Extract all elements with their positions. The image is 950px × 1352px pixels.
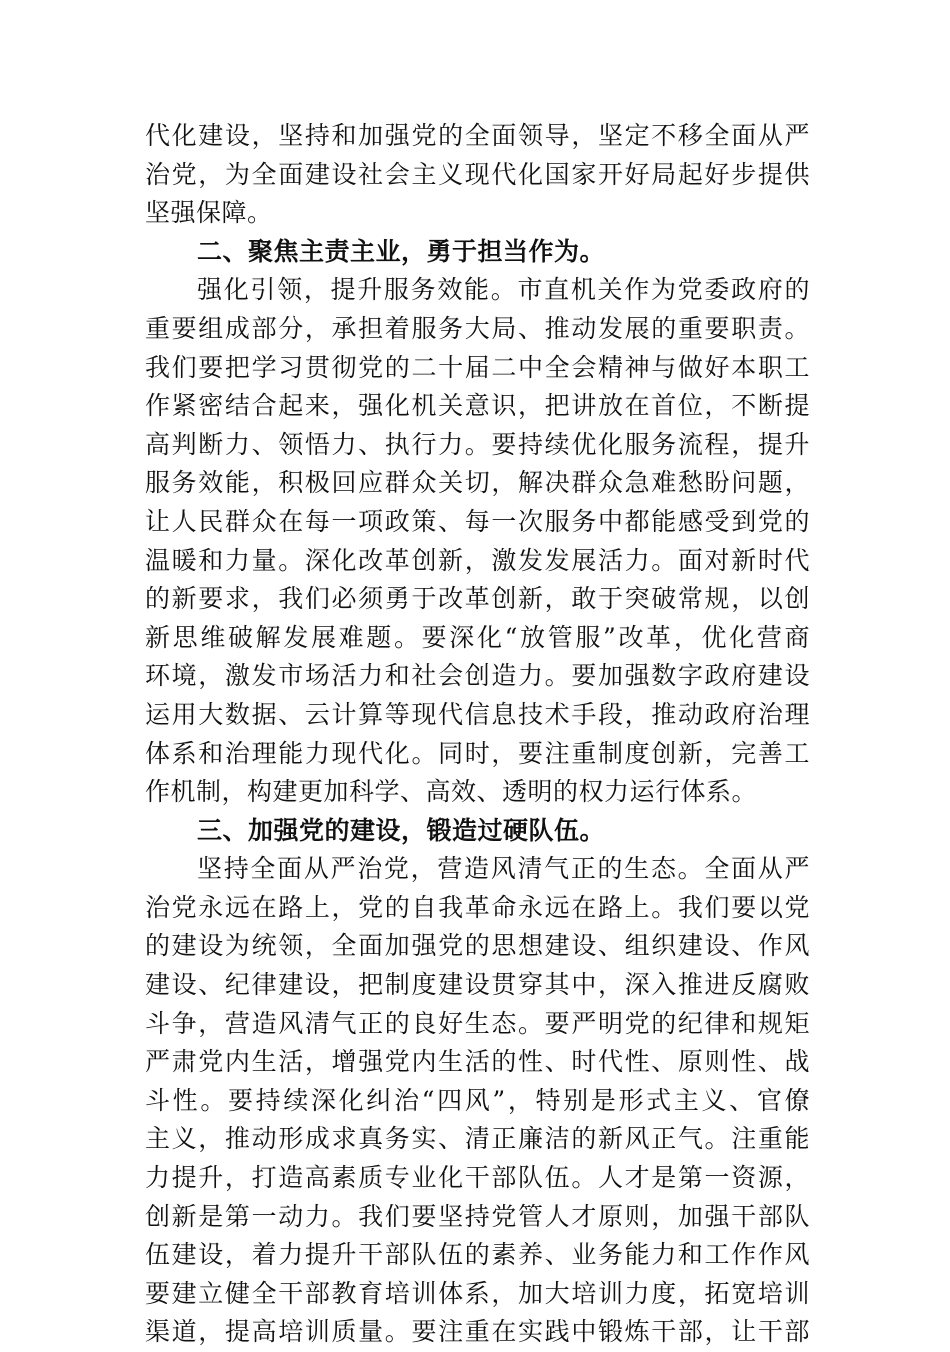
body-line: 渠道，提高培训质量。要注重在实践中锻炼干部，让干部 [145, 1317, 810, 1347]
body-line: 作紧密结合起来，强化机关意识，把讲放在首位，不断提 [145, 391, 810, 421]
body-line: 治党，为全面建设社会主义现代化国家开好局起好步提供 [145, 159, 810, 189]
body-line: 的建设为统领，全面加强党的思想建设、组织建设、作风 [145, 931, 810, 961]
body-line: 我们要把学习贯彻党的二十届二中全会精神与做好本职工 [145, 352, 810, 382]
document-body [145, 117, 810, 1352]
body-line: 斗争，营造风清气正的良好生态。要严明党的纪律和规矩 [145, 1008, 810, 1038]
body-line: 高判断力、领悟力、执行力。要持续优化服务流程，提升 [145, 429, 810, 459]
body-line: 坚强保障。 [145, 198, 273, 228]
body-line: 力提升，打造高素质专业化干部队伍。人才是第一资源， [145, 1163, 810, 1193]
section-heading-2: 二、聚焦主责主业，勇于担当作为。 [197, 236, 606, 266]
body-line: 运用大数据、云计算等现代信息技术手段，推动政府治理 [145, 699, 810, 729]
body-line: 让人民群众在每一项政策、每一次服务中都能感受到党的 [145, 506, 810, 536]
body-line: 服务效能，积极回应群众关切，解决群众急难愁盼问题， [145, 468, 810, 498]
body-line: 体系和治理能力现代化。同时，要注重制度创新，完善工 [145, 738, 810, 768]
paragraph-first-line: 强化引领，提升服务效能。市直机关作为党委政府的 [197, 275, 810, 305]
body-line: 主义，推动形成求真务实、清正廉洁的新风正气。注重能 [145, 1124, 810, 1154]
body-line: 环境，激发市场活力和社会创造力。要加强数字政府建设 [145, 661, 810, 691]
body-line: 代化建设，坚持和加强党的全面领导，坚定不移全面从严 [145, 121, 810, 150]
body-line: 斗性。要持续深化纠治“四风”，特别是形式主义、官僚 [145, 1085, 810, 1115]
body-line: 创新是第一动力。我们要坚持党管人才原则，加强干部队 [145, 1201, 810, 1231]
body-line: 伍建设，着力提升干部队伍的素养、业务能力和工作作风 [145, 1240, 810, 1270]
body-line: 严肃党内生活，增强党内生活的性、时代性、原则性、战 [145, 1047, 810, 1077]
body-line: 新思维破解发展难题。要深化“放管服”改革，优化营商 [145, 622, 810, 652]
body-line: 治党永远在路上，党的自我革命永远在路上。我们要以党 [145, 892, 810, 922]
body-line: 要建立健全干部教育培训体系，加大培训力度，拓宽培训 [145, 1278, 810, 1308]
body-line: 温暖和力量。深化改革创新，激发发展活力。面对新时代 [145, 545, 810, 575]
body-line: 的新要求，我们必须勇于改革创新，敢于突破常规，以创 [145, 584, 810, 614]
paragraph-first-line: 坚持全面从严治党，营造风清气正的生态。全面从严 [197, 854, 810, 884]
body-line: 重要组成部分，承担着服务大局、推动发展的重要职责。 [145, 313, 810, 343]
body-line: 作机制，构建更加科学、高效、透明的权力运行体系。 [145, 777, 758, 807]
section-heading-3: 三、加强党的建设，锻造过硬队伍。 [197, 815, 606, 845]
body-line: 建设、纪律建设，把制度建设贯穿其中，深入推进反腐败 [145, 970, 810, 1000]
